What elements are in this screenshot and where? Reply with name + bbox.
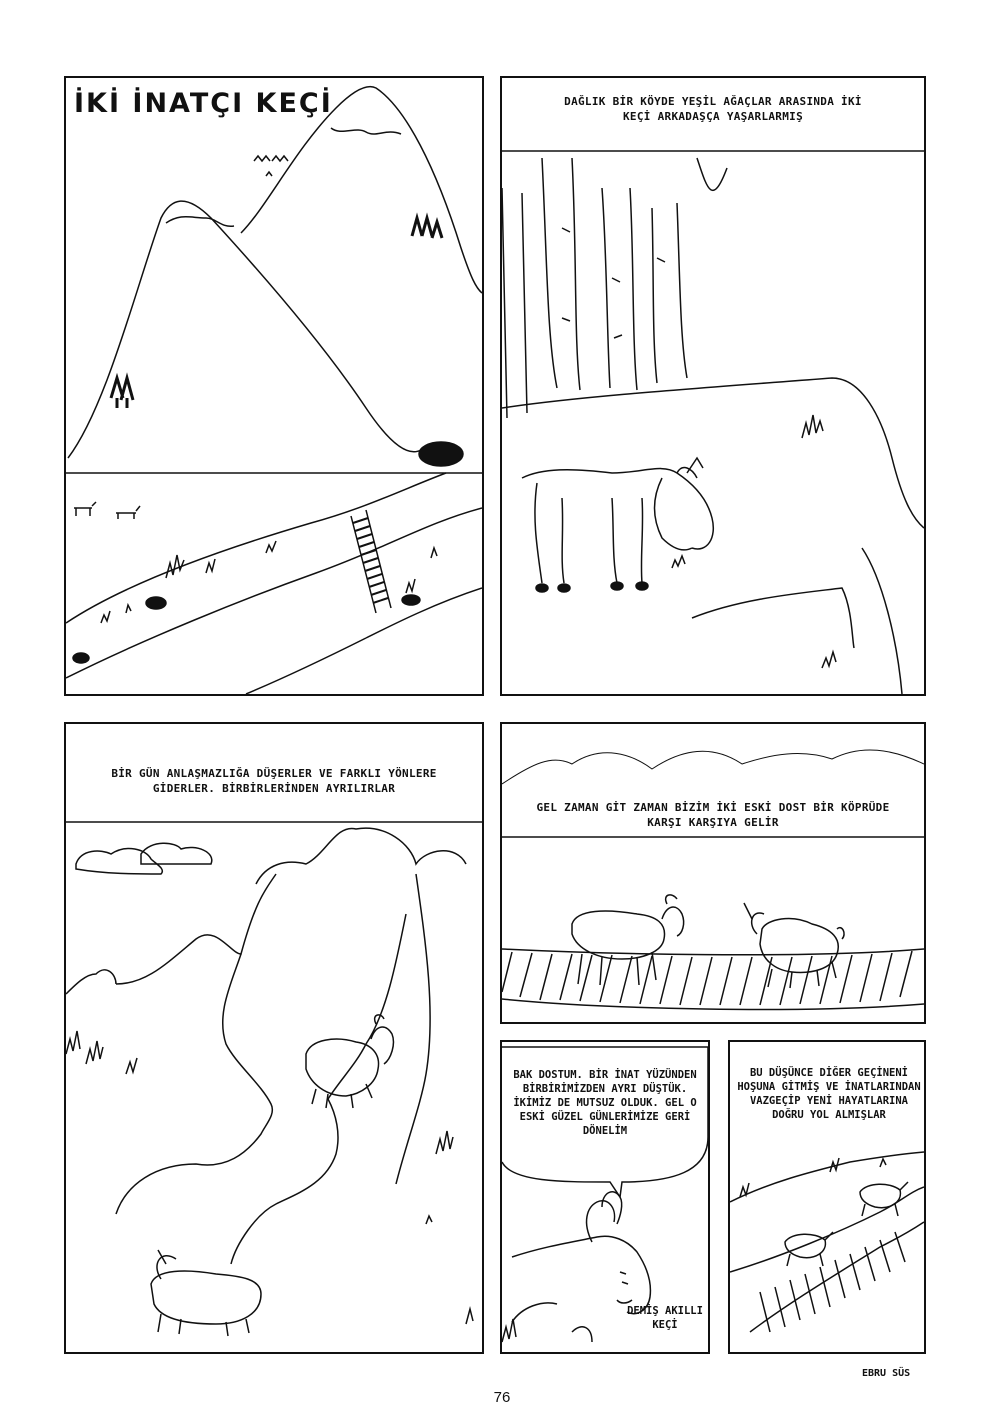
panel-3-separation xyxy=(64,722,484,1354)
panel-2-caption: DAĞLIK BİR KÖYDE YEŞİL AĞAÇLAR ARASINDA İKİ KEÇİ ARKADAŞÇA YAŞARLARMIŞ xyxy=(564,95,862,123)
panel-4-bridge-meeting xyxy=(500,722,926,1024)
panel-1-title-landscape xyxy=(64,76,484,696)
speech-bubble-text: BAK DOSTUM. BİR İNAT YÜZÜNDEN BİRBİRİMİZDEN AYRI DÜŞTÜK. İKİMİZ DE MUTSUZ OLDUK. GEL O ESKİ GÜZEL GÜNLERİMİZE GERİ DÖNELİM xyxy=(513,1069,697,1137)
panel-3-caption: BİR GÜN ANLAŞMAZLIĞA DÜŞERLER VE FARKLI YÖNLERE GİDERLER. BİRBİRLERİNDEN AYRILIRLAR xyxy=(111,767,437,795)
panel-2-goat-grazing xyxy=(500,76,926,696)
panel-5-caption: DEMİŞ AKILLI KEÇİ xyxy=(627,1305,703,1331)
goat-forest-drawing xyxy=(502,78,924,694)
goats-walking-together-drawing xyxy=(730,1042,924,1352)
story-title: İKİ İNATÇI KEÇİ xyxy=(74,88,333,119)
panel-6-caption: BU DÜŞÜNCE DİĞER GEÇİNENİ HOŞUNA GİTMİŞ VE İNATLARINDAN VAZGEÇİP YENİ HAYATLARINA DOĞRU YOL ALMIŞLAR xyxy=(737,1067,921,1121)
winding-path-drawing xyxy=(66,724,482,1352)
bridge-goats-drawing xyxy=(502,724,924,1022)
mountain-landscape-drawing xyxy=(66,78,482,694)
panel-4-caption: GEL ZAMAN GİT ZAMAN BİZİM İKİ ESKİ DOST BİR KÖPRÜDE KARŞI KARŞIYA GELİR xyxy=(536,801,890,829)
panel-5-wise-goat xyxy=(500,1040,710,1354)
page-number: 76 xyxy=(493,1389,511,1406)
panel-6-reconciled xyxy=(728,1040,926,1354)
author-credit: EBRU SÜS xyxy=(862,1368,911,1379)
